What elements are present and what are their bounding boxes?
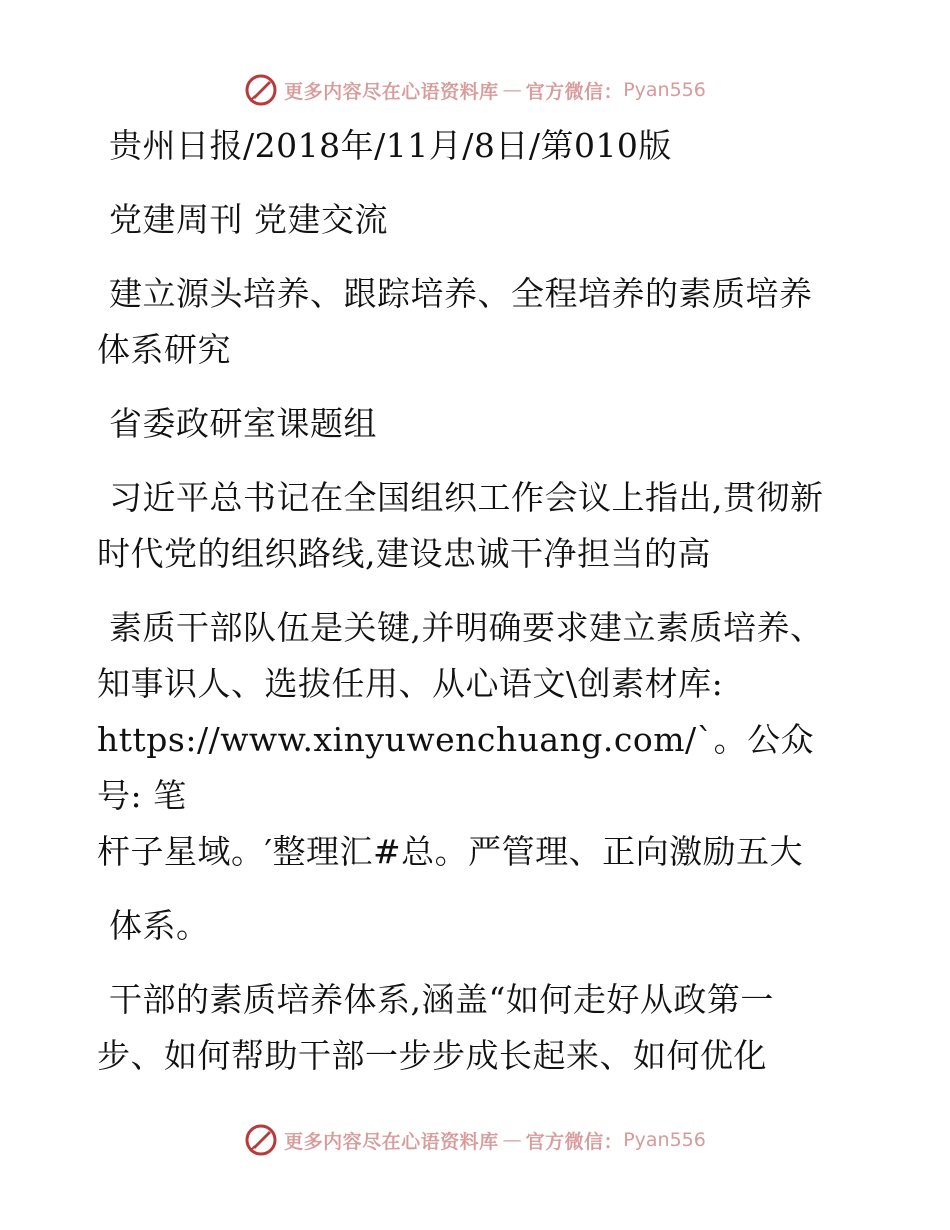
paragraph-4-line-1: 干部的素质培养体系,涵盖“如何走好从政第一: [109, 980, 774, 1019]
paragraph-2-line-4: 杆子星域。′整理汇#总。严管理、正向激励五大: [97, 832, 804, 871]
header-watermark: [0, 70, 950, 110]
paragraph-3-line-1: 体系。: [109, 906, 210, 945]
paragraph-2-line-1: 素质干部队伍是关键,并明确要求建立素质培养、: [109, 608, 824, 647]
paragraph-2-line-3: https://www.xinyuwenchuang.com/`。公众号: 笔: [97, 720, 815, 815]
footer-watermark: [0, 1120, 950, 1160]
article-body: [97, 118, 857, 1084]
article-title-line-1: 建立源头培养、跟踪培养、全程培养的素质培养: [109, 274, 813, 313]
column-name: 党建周刊 党建交流: [109, 200, 388, 239]
watermark-id: Pyan556: [623, 1129, 706, 1151]
source-line: 贵州日报/2018年/11月/8日/第010版: [109, 126, 672, 165]
paragraph-1-line-1: 习近平总书记在全国组织工作会议上指出,贯彻新: [109, 478, 824, 517]
watermark-id: Pyan556: [623, 79, 706, 101]
paragraph-1-line-2: 时代党的组织路线,建设忠诚干净担当的高: [97, 534, 711, 573]
author-line: 省委政研室课题组: [109, 404, 377, 443]
watermark-label: 官方微信：: [525, 1130, 624, 1153]
article-title-line-2: 体系研究: [97, 330, 231, 369]
paragraph-4-line-2: 步、如何帮助干部一步步成长起来、如何优化: [97, 1036, 767, 1075]
watermark-text: 更多内容尽在心语资料库: [284, 1130, 499, 1153]
watermark-dash: —: [502, 79, 522, 101]
watermark-text: 更多内容尽在心语资料库: [284, 80, 499, 103]
watermark-dash: —: [502, 1129, 522, 1151]
quill-logo-icon: [244, 1123, 278, 1157]
watermark-label: 官方微信：: [525, 80, 624, 103]
paragraph-2-line-2: 知事识人、选拔任用、从心语文\创素材库:: [97, 664, 724, 703]
quill-logo-icon: [244, 73, 278, 107]
